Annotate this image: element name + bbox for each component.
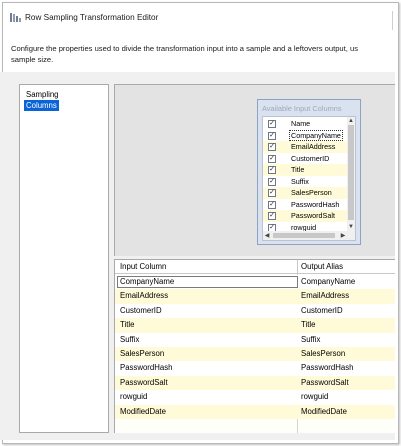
output-alias-cell[interactable]: rowguid [301, 392, 329, 402]
available-columns-title: Available Input Columns [262, 104, 342, 113]
table-row[interactable] [115, 275, 395, 289]
table-row[interactable] [115, 318, 395, 332]
input-column-cell[interactable]: rowguid [120, 392, 148, 402]
list-item[interactable] [263, 141, 349, 153]
table-row[interactable] [115, 390, 395, 404]
list-item[interactable] [263, 199, 349, 211]
title-divider [392, 11, 393, 30]
list-item[interactable] [263, 130, 349, 142]
list-item[interactable] [263, 210, 349, 222]
column-name: rowguid [291, 222, 317, 232]
page-navigation [19, 84, 109, 433]
description-line-2: sample size. [11, 55, 54, 64]
checkmark-icon[interactable]: ✓ [269, 200, 275, 208]
column-mapping-grid[interactable] [114, 259, 395, 433]
output-alias-cell[interactable]: Suffix [301, 334, 321, 344]
description [11, 43, 396, 65]
input-column-cell[interactable]: ModifiedDate [120, 406, 166, 416]
name-column-header: Name [291, 119, 311, 128]
checkmark-icon[interactable]: ✓ [269, 131, 275, 139]
list-item[interactable] [263, 187, 349, 199]
column-name: SalesPerson [291, 188, 332, 197]
checkmark-icon[interactable]: ✓ [269, 177, 275, 185]
output-alias-cell[interactable]: Title [301, 320, 316, 330]
grid-header [115, 260, 395, 274]
available-input-columns[interactable] [257, 99, 361, 245]
column-name: PasswordHash [291, 199, 340, 209]
title-bar [3, 3, 398, 30]
table-row[interactable] [115, 289, 395, 303]
output-alias-cell[interactable]: PasswordSalt [301, 377, 349, 387]
checkmark-icon[interactable]: ✓ [269, 189, 275, 196]
scroll-thumb[interactable] [348, 125, 354, 220]
checkmark-icon[interactable]: ✓ [269, 143, 275, 150]
output-alias-cell[interactable]: PasswordHash [301, 363, 354, 373]
checkmark-icon[interactable]: ✓ [269, 212, 275, 219]
input-column-cell[interactable]: Suffix [120, 334, 140, 344]
available-columns-list[interactable] [262, 116, 356, 241]
checkmark-icon[interactable]: ✓ [269, 154, 275, 162]
table-row[interactable] [115, 361, 395, 375]
output-alias-cell[interactable]: CustomerID [301, 305, 343, 315]
input-column-cell[interactable]: PasswordSalt [120, 377, 168, 387]
column-name: CustomerID [291, 153, 330, 163]
chevron-down-icon[interactable]: ▼ [348, 224, 354, 230]
output-alias-cell[interactable]: CompanyName [301, 277, 356, 286]
column-name: CompanyName [291, 130, 341, 140]
column-name: EmailAddress [291, 142, 336, 151]
chevron-up-icon[interactable]: ▲ [348, 118, 354, 124]
table-row[interactable] [115, 347, 395, 361]
list-item[interactable] [263, 153, 349, 165]
input-column-cell[interactable]: CompanyName [120, 277, 175, 286]
nav-item-columns[interactable]: Columns [26, 101, 57, 110]
input-column-header[interactable]: Input Column [120, 262, 167, 271]
list-header [263, 118, 349, 130]
chevron-left-icon[interactable]: ◀ [264, 233, 270, 239]
output-alias-cell[interactable]: ModifiedDate [301, 406, 347, 416]
row-sampling-icon [10, 13, 22, 22]
input-column-cell[interactable]: EmailAddress [120, 291, 169, 301]
output-alias-header[interactable]: Output Alias [301, 262, 344, 271]
list-item[interactable] [263, 164, 349, 176]
table-row[interactable] [115, 376, 395, 390]
checkmark-icon[interactable]: ✓ [269, 166, 275, 173]
table-row[interactable] [115, 333, 395, 347]
list-item[interactable] [263, 176, 349, 188]
scroll-thumb[interactable] [273, 233, 335, 238]
column-name: Title [291, 165, 305, 174]
column-name: PasswordSalt [291, 211, 335, 220]
description-line-1: Configure the properties used to divide the transformation input into a sample and a leftovers output, us [11, 44, 358, 53]
table-row[interactable] [115, 304, 395, 318]
window-title: Row Sampling Transformation Editor [25, 13, 159, 22]
vertical-scrollbar[interactable] [347, 117, 355, 232]
input-column-cell[interactable]: Title [120, 320, 135, 330]
column-divider[interactable] [297, 260, 298, 274]
chevron-right-icon[interactable]: ▶ [340, 233, 346, 239]
input-column-cell[interactable]: SalesPerson [120, 349, 165, 358]
output-alias-cell[interactable]: SalesPerson [301, 349, 346, 358]
input-column-cell[interactable]: PasswordHash [120, 363, 173, 373]
checkmark-icon[interactable]: ✓ [269, 223, 275, 231]
table-row[interactable] [115, 405, 395, 419]
output-alias-cell[interactable]: EmailAddress [301, 291, 350, 301]
horizontal-scrollbar[interactable] [263, 231, 355, 240]
select-all-checkbox[interactable]: ✓ [269, 120, 275, 127]
nav-item-sampling[interactable]: Sampling [26, 90, 59, 99]
input-column-cell[interactable]: CustomerID [120, 305, 162, 315]
column-name: Suffix [291, 176, 309, 186]
